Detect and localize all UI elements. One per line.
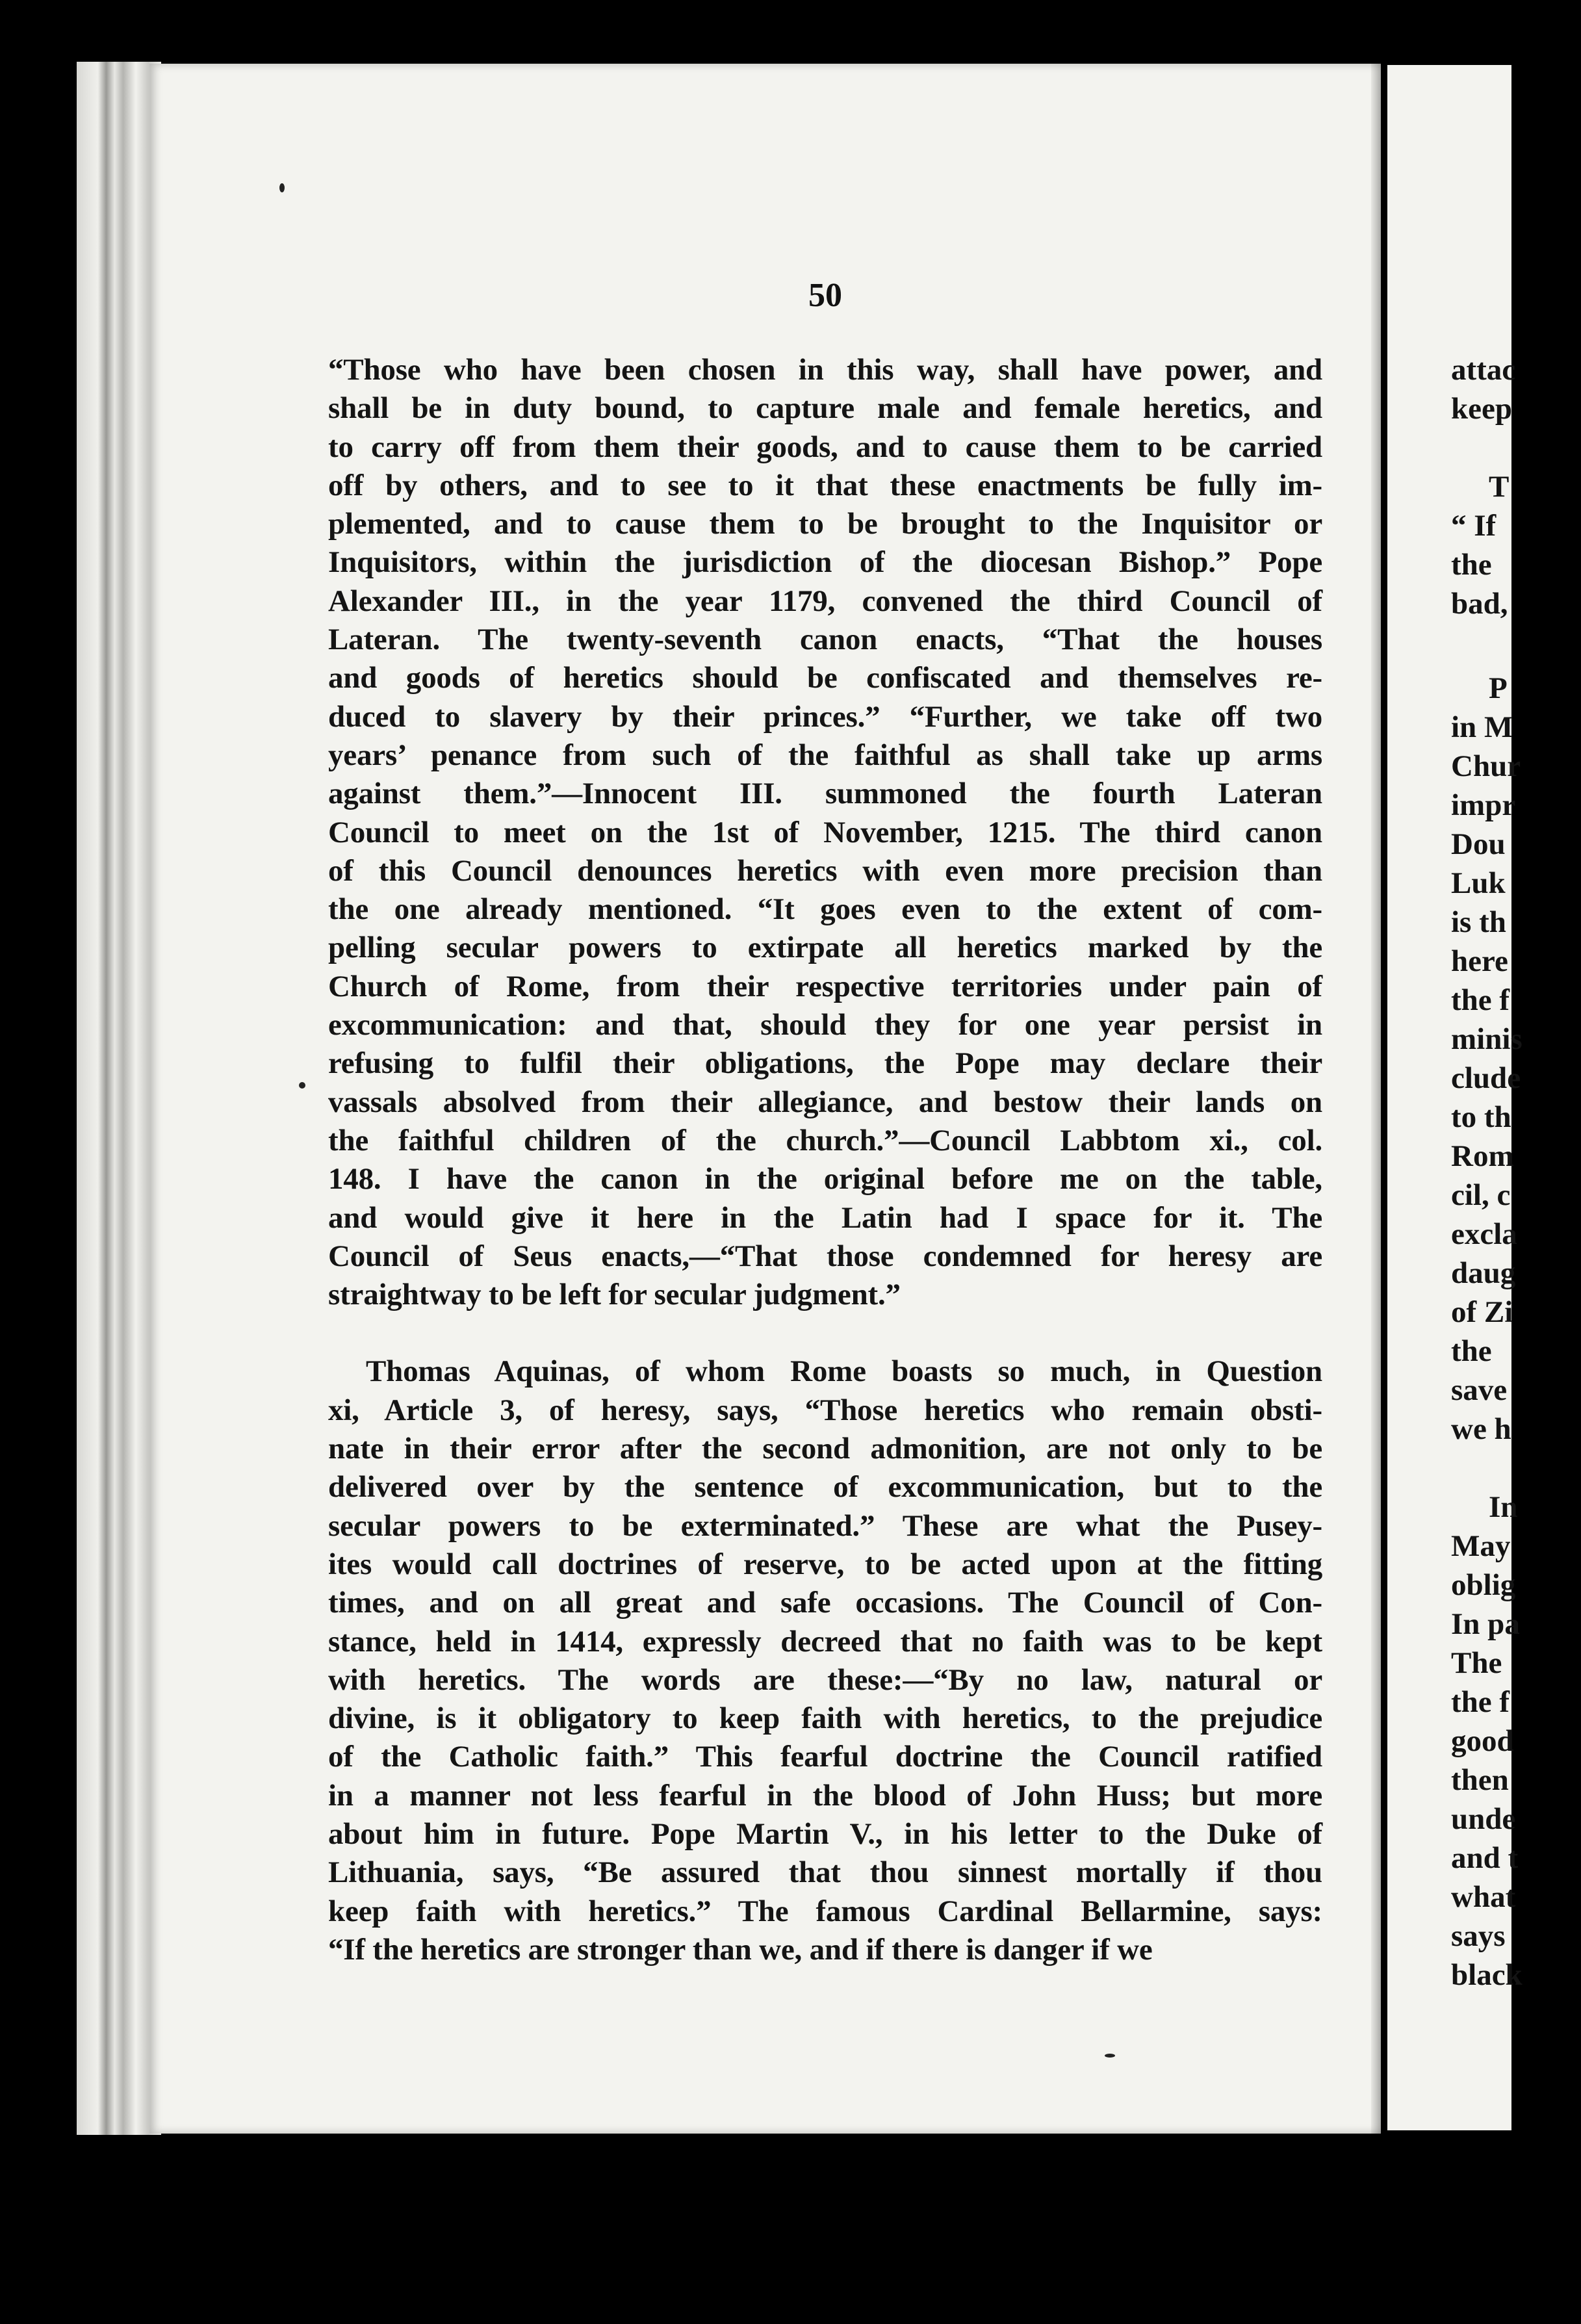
right-page-line: clude [1451,1061,1521,1095]
text-line: in a manner not less fearful in the blood of John Huss; but more [328,1778,1322,1813]
text-line: “Those who have been chosen in this way, shall have power, and [328,353,1322,387]
right-page-line: the f [1451,1685,1510,1719]
text-line: secular powers to be exterminated.” These are what the Pusey- [328,1508,1322,1543]
gutter-shadow [1371,64,1384,2134]
right-page-line: “ If [1451,509,1497,543]
right-page-line: good [1451,1724,1514,1758]
text-line: and goods of heretics should be confiscated and themselves re- [328,661,1322,695]
right-page-line: we h [1451,1412,1511,1446]
text-line: vassals absolved from their allegiance, and bestow their lands on [328,1085,1322,1119]
right-page-line: attac [1451,353,1516,387]
right-page-line: the [1451,1334,1492,1368]
right-page-line: Dou [1451,827,1506,861]
text-line: delivered over by the sentence of excommunication, but to the [328,1470,1322,1504]
right-page-line: to th [1451,1100,1511,1134]
right-page-line: May [1451,1529,1511,1563]
text-line: against them.”—Innocent III. summoned the fourth Lateran [328,777,1322,811]
text-line: to carry off from them their goods, and to cause them to be carried [328,430,1322,464]
text-line: nate in their error after the second admonition, are not only to be [328,1432,1322,1466]
text-line: with heretics. The words are these:—“By no law, natural or [328,1662,1322,1697]
text-line: refusing to fulfil their obligations, the Pope may declare their [328,1046,1322,1081]
right-page-line: P [1489,671,1508,705]
text-line: of the Catholic faith.” This fearful doctrine the Council ratified [328,1740,1322,1774]
right-page-line: cil, c [1451,1178,1511,1212]
right-page-line: In [1489,1490,1518,1524]
right-page-line: of Zi [1451,1295,1513,1329]
text-line: excommunication: and that, should they for one year persist in [328,1008,1322,1042]
right-page-line: Rom [1451,1139,1514,1173]
right-page-line: and t [1451,1841,1519,1875]
right-page-line: here [1451,944,1508,978]
text-line: Alexander III., in the year 1179, convened the third Council of [328,584,1322,618]
right-page-line: oblig [1451,1568,1516,1602]
right-page-line: unde [1451,1802,1516,1836]
right-page-line: impr [1451,788,1516,822]
text-line: stance, held in 1414, expressly decreed that no faith was to be kept [328,1624,1322,1659]
right-page-line: black [1451,1958,1523,1992]
right-page-line: Chur [1451,749,1521,783]
text-line: Thomas Aquinas, of whom Rome boasts so much, in Question [366,1354,1322,1389]
text-line: 148. I have the canon in the original before me on the table, [328,1162,1322,1196]
page-edge-stack [77,62,161,2135]
text-line: off by others, and to see to it that these enactments be fully im- [328,468,1322,502]
text-line: Lithuania, says, “Be assured that thou sinnest mortally if thou [328,1855,1322,1890]
text-line: the faithful children of the church.”—Council Labbtom xi., col. [328,1123,1322,1157]
text-line: Lateran. The twenty-seventh canon enacts, “That the houses [328,623,1322,657]
paragraph-1 [328,351,1322,1314]
right-page-line: The [1451,1646,1502,1680]
page-number: 50 [808,277,842,314]
right-page-line: bad, [1451,587,1508,621]
text-line: of this Council denounces heretics with even more precision than [328,853,1322,888]
right-page-line: save [1451,1373,1508,1407]
text-line: about him in future. Pope Martin V., in his letter to the Duke of [328,1816,1322,1851]
text-line: plemented, and to cause them to be brought to the Inquisitor or [328,507,1322,541]
text-line: Inquisitors, within the jurisdiction of the diocesan Bishop.” Pope [328,545,1322,580]
text-line: pelling secular powers to extirpate all heretics marked by the [328,931,1322,965]
right-page-line: keep [1451,392,1512,426]
right-page-line: the f [1451,983,1510,1017]
text-line: Church of Rome, from their respective territories under pain of [328,969,1322,1003]
right-page-line: then [1451,1763,1509,1797]
text-line: duced to slavery by their princes.” “Further, we take off two [328,699,1322,734]
scan-speck [1105,2054,1115,2058]
text-line: years’ penance from such of the faithful as shall take up arms [328,738,1322,772]
text-line: Council to meet on the 1st of November, 1215. The third canon [328,815,1322,849]
page-body [328,351,1322,1969]
text-line: ites would call doctrines of reserve, to be acted upon at the fitting [328,1547,1322,1581]
right-page-line: the [1451,548,1492,582]
text-line: straightway to be left for secular judgment.” [328,1278,901,1312]
right-page-line: excla [1451,1217,1517,1251]
text-line: keep faith with heretics.” The famous Cardinal Bellarmine, says: [328,1894,1322,1928]
text-line: times, and on all great and safe occasions. The Council of Con- [328,1586,1322,1620]
text-line: shall be in duty bound, to capture male and female heretics, and [328,391,1322,426]
right-page-line: in M [1451,710,1513,744]
text-line: divine, is it obligatory to keep faith with heretics, to the prejudice [328,1701,1322,1736]
right-page-line: minis [1451,1022,1523,1056]
right-page-line: Luk [1451,866,1506,900]
text-line: and would give it here in the Latin had I space for it. The [328,1200,1322,1235]
right-page-line: daug [1451,1256,1516,1290]
right-page-line: T [1489,470,1510,504]
text-line: xi, Article 3, of heresy, says, “Those heretics who remain obsti- [328,1393,1322,1427]
right-page-line: is th [1451,905,1506,939]
text-line: “If the heretics are stronger than we, and if there is danger if we [328,1932,1153,1967]
right-page-line: what [1451,1880,1516,1914]
scan-speck [279,183,285,192]
scan-speck [299,1082,305,1089]
paragraph-gap [328,1314,1322,1352]
right-page-line: In pa [1451,1607,1520,1641]
right-page-line: says [1451,1919,1506,1953]
right-page-fragment [1387,65,1523,2130]
text-line: Council of Seus enacts,—“That those condemned for heresy are [328,1239,1322,1273]
paragraph-2 [328,1352,1322,1969]
text-line: the one already mentioned. “It goes even to the extent of com- [328,892,1322,927]
